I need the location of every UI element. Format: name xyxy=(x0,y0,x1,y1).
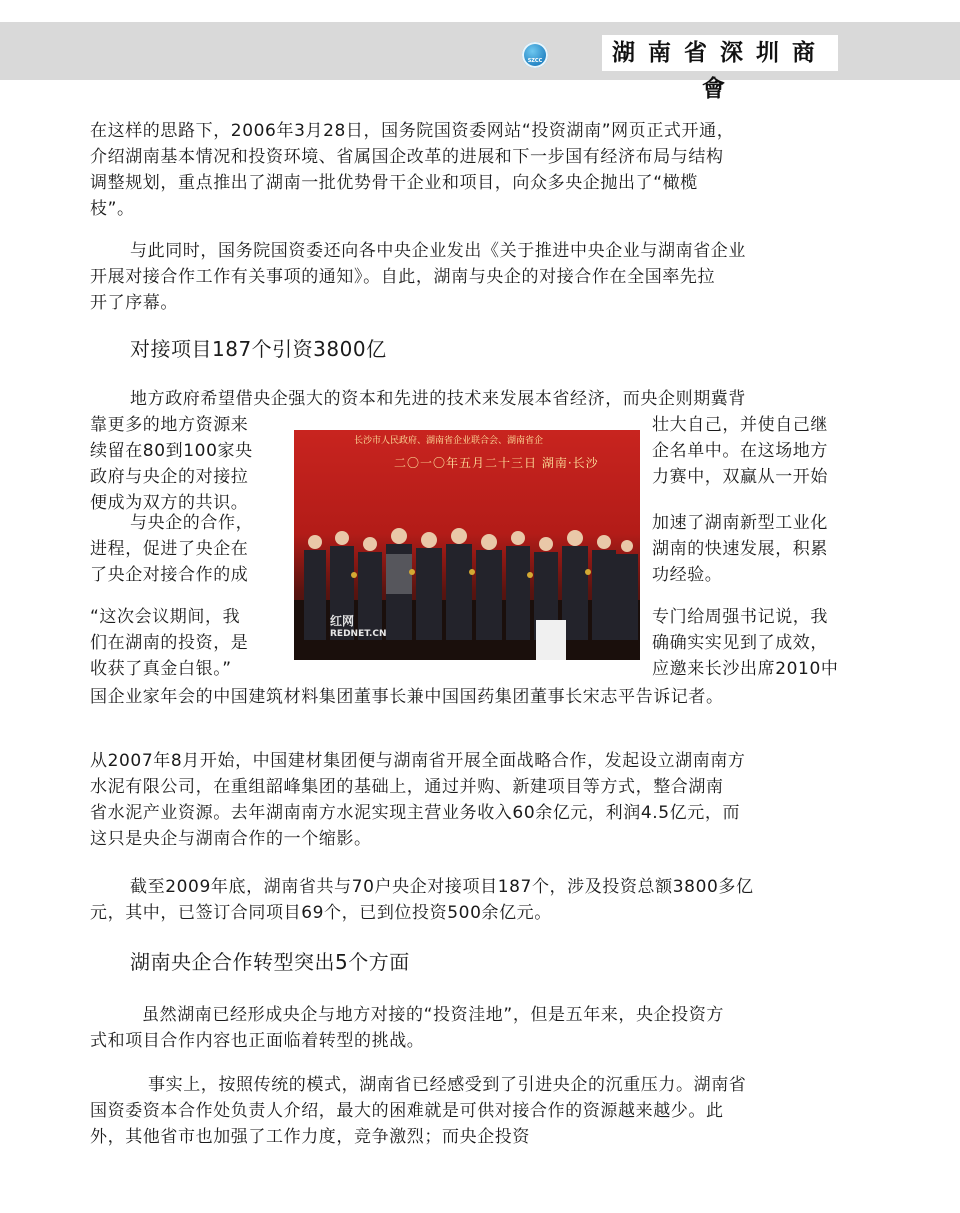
watermark-en: REDNET.CN xyxy=(330,629,387,639)
p3-right-line3: 力赛中，双赢从一开始 xyxy=(652,467,828,487)
p4-right-line1: 加速了湖南新型工业化 xyxy=(652,513,828,533)
p6-line1: 从2007年8月开始，中国建材集团便与湖南省开展全面战略合作，发起设立湖南南方 xyxy=(90,751,746,771)
p3-right-line2: 企名单中。在这场地方 xyxy=(652,441,828,461)
award-ceremony-photo xyxy=(294,430,640,660)
p5-right-line2: 确确实实见到了成效， xyxy=(652,633,828,653)
p5-left-line3: 收获了真金白银。” xyxy=(90,659,232,679)
p3-left-line2: 续留在80到100家央 xyxy=(90,441,253,461)
p4-left-line1: 与央企的合作， xyxy=(130,513,254,533)
p5-right-line1: 专门给周强书记说，我 xyxy=(652,607,828,627)
p8-line2: 式和项目合作内容也正面临着转型的挑战。 xyxy=(90,1031,425,1051)
logo-text: SZCC xyxy=(527,58,543,64)
p3-left-line3: 政府与央企的对接拉 xyxy=(90,467,249,487)
section-heading-2: 湖南央企合作转型突出5个方面 xyxy=(130,950,410,974)
p6-line4: 这只是央企与湖南合作的一个缩影。 xyxy=(90,829,372,849)
p1-line3: 调整规划，重点推出了湖南一批优势骨干企业和项目，向众多央企抛出了“橄榄 xyxy=(90,173,698,193)
p2-line3: 开了序幕。 xyxy=(90,293,178,313)
p5-right-line3: 应邀来长沙出席2010中 xyxy=(652,659,839,679)
p1-line2: 介绍湖南基本情况和投资环境、省属国企改革的进展和下一步国有经济布局与结构 xyxy=(90,147,724,167)
watermark-cn: 红网 xyxy=(330,614,355,628)
p2-line1: 与此同时，国务院国资委还向各中央企业发出《关于推进中央企业与湖南省企业 xyxy=(130,241,746,261)
p4-right-line3: 功经验。 xyxy=(652,565,723,585)
photo-watermark xyxy=(330,615,387,641)
p5-left-line2: 们在湖南的投资，是 xyxy=(90,633,249,653)
photo-banner-date: 二〇一〇年五月二十三日 湖南·长沙 xyxy=(394,456,599,470)
p1-line4: 枝”。 xyxy=(90,199,135,219)
p4-left-line3: 了央企对接合作的成 xyxy=(90,565,249,585)
chamber-title: 湖南省深圳商會 xyxy=(602,35,838,71)
p9-line3: 外，其他省市也加强了工作力度，竞争激烈；而央企投资 xyxy=(90,1127,530,1147)
p5-left-line1: “这次会议期间，我 xyxy=(90,607,241,627)
p5-tail-line: 国企业家年会的中国建筑材料集团董事长兼中国国药集团董事长宋志平告诉记者。 xyxy=(90,687,724,707)
p6-line3: 省水泥产业资源。去年湖南南方水泥实现主营业务收入60余亿元，利润4.5亿元，而 xyxy=(90,803,741,823)
p8-line1: 虽然湖南已经形成央企与地方对接的“投资洼地”，但是五年来，央企投资方 xyxy=(142,1005,725,1025)
p3-left-line4: 便成为双方的共识。 xyxy=(90,493,249,513)
p4-left-line2: 进程，促进了央企在 xyxy=(90,539,249,559)
chamber-logo-icon xyxy=(522,42,548,68)
p3-left-line1: 靠更多的地方资源来 xyxy=(90,415,249,435)
photo-banner-top: 长沙市人民政府、湖南省企业联合会、湖南省企 xyxy=(354,436,544,446)
section-heading-1: 对接项目187个引资3800亿 xyxy=(130,337,387,361)
p7-line1: 截至2009年底，湖南省共与70户央企对接项目187个，涉及投资总额3800多亿 xyxy=(130,877,754,897)
p4-right-line2: 湖南的快速发展，积累 xyxy=(652,539,828,559)
p1-line1: 在这样的思路下，2006年3月28日，国务院国资委网站“投资湖南”网页正式开通， xyxy=(90,121,735,141)
p7-line2: 元，其中，已签订合同项目69个，已到位投资500余亿元。 xyxy=(90,903,552,923)
p3-right-line1: 壮大自己，并使自己继 xyxy=(652,415,828,435)
p9-line2: 国资委资本合作处负责人介绍，最大的困难就是可供对接合作的资源越来越少。此 xyxy=(90,1101,724,1121)
p2-line2: 开展对接合作工作有关事项的通知》。自此，湖南与央企的对接合作在全国率先拉 xyxy=(90,267,716,287)
p9-line1: 事实上，按照传统的模式，湖南省已经感受到了引进央企的沉重压力。湖南省 xyxy=(148,1075,747,1095)
p6-line2: 水泥有限公司，在重组韶峰集团的基础上，通过并购、新建项目等方式，整合湖南 xyxy=(90,777,724,797)
p3-line1: 地方政府希望借央企强大的资本和先进的技术来发展本省经济，而央企则期冀背 xyxy=(130,389,746,409)
